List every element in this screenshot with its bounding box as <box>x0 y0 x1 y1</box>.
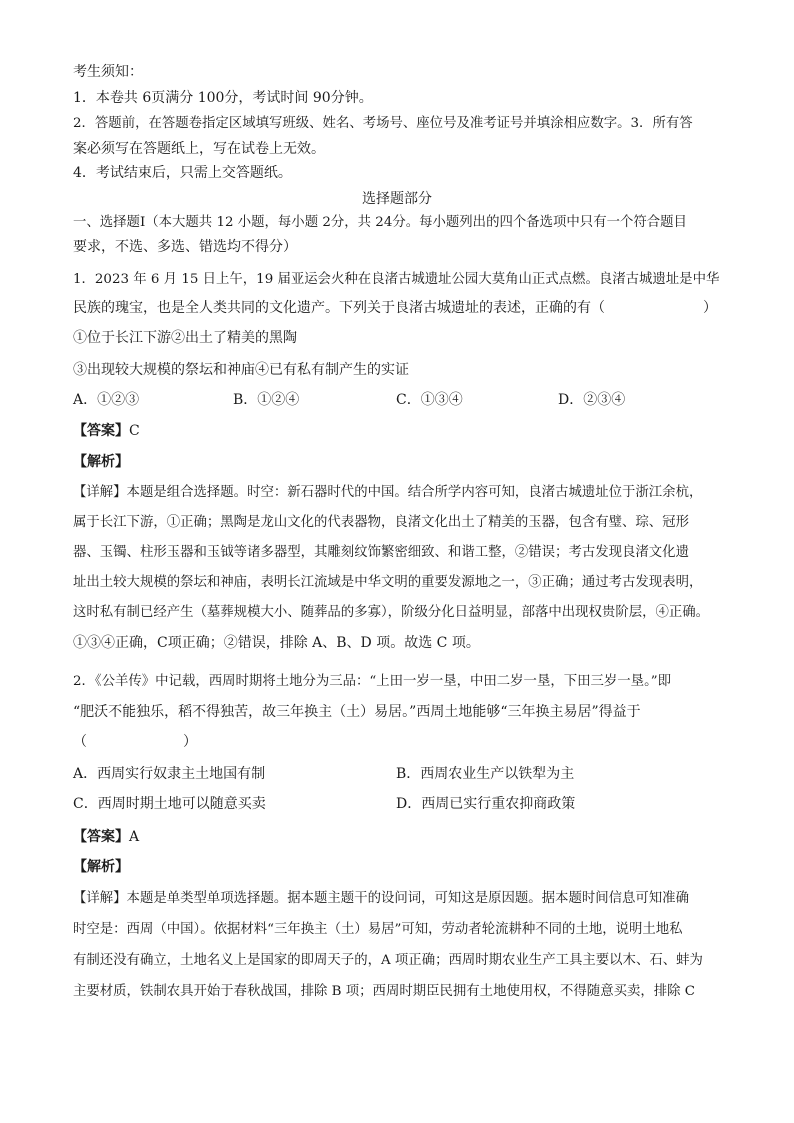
q1-analysis-label: 【解析】 <box>73 454 129 470</box>
q2-stem-line-2: “肥沃不能独乐，稻不得独苦，故三年换主（土）易居。”西周土地能够“三年换主易居”得益于 <box>73 704 641 720</box>
q2-detail-line-3: 有制还没有确立，土地名义上是国家的即周天子的，A 项正确；西周时期农业生产工具主要以木、石、蚌为 <box>73 953 703 968</box>
notice-item-2-line-1: 2．答题前，在答题卷指定区域填写班级、姓名、考场号、座位号及准考证号并填涂相应数字。3．所有答 <box>73 116 693 131</box>
q2-detail-line-2: 时空是：西周（中国）。依据材料“三年换主（土）易居”可知，劳动者轮流耕种不同的土地，说明土地私 <box>73 922 683 937</box>
q2-option-b: B．西周农业生产以铁犁为主 <box>396 766 575 782</box>
q2-stem-open-paren: （ <box>73 734 87 750</box>
section-heading-line-2: 要求，不选、多选、错选均不得分） <box>73 239 297 255</box>
q2-answer-label: 【答案】 <box>73 829 129 845</box>
section-title: 选择题部分 <box>362 191 432 207</box>
q2-analysis-label: 【解析】 <box>73 859 129 875</box>
q1-stem-close-paren: ） <box>703 300 717 316</box>
q2-stem-close-paren: ） <box>183 734 197 750</box>
q1-option-a: A．①②③ <box>73 392 140 408</box>
q1-detail-line-3: 器、玉镯、柱形玉器和玉钺等诸多器型，其雕刻纹饰繁密细致、和谐工整，②错误；考古发现良渚文化遗 <box>73 545 689 560</box>
q2-detail-line-4: 主要材质，铁制农具开始于春秋战国，排除 B 项；西周时期臣民拥有土地使用权，不得随意买卖，排除 C <box>73 984 696 999</box>
q2-option-d: D．西周已实行重农抑商政策 <box>396 796 576 812</box>
q1-option-d: D．②③④ <box>558 392 626 408</box>
notice-item-1: 1．本卷共 6页满分 100分，考试时间 90分钟。 <box>73 90 373 106</box>
q2-answer-value: A <box>129 829 140 845</box>
notice-item-4: 4．考试结束后，只需上交答题纸。 <box>73 165 292 181</box>
q2-option-a: A．西周实行奴隶主土地国有制 <box>73 766 266 782</box>
q1-stem-line-1: 1．2023 年 6 月 15 日上午，19 届亚运会火种在良渚古城遗址公园大莫角山正式点燃。良渚古城遗址是中华 <box>73 272 720 287</box>
q1-detail-line-6: ①③④正确，C项正确；②错误，排除 A、B、D 项。故选 C 项。 <box>73 635 480 651</box>
q1-detail-line-2: 属于长江下游，①正确；黑陶是龙山文化的代表器物，良渚文化出土了精美的玉器，包含有璧、琮、冠形 <box>73 515 689 530</box>
q1-option-b: B．①②④ <box>233 392 300 408</box>
section-heading-line-1: 一、选择题Ⅰ（本大题共 12 小题，每小题 2分，共 24分。每小题列出的四个备选项中只有一个符合题目 <box>73 215 687 230</box>
notice-item-2-line-2: 案必须写在答题纸上，写在试卷上无效。 <box>73 141 325 157</box>
q1-detail-line-5: 这时私有制已经产生（墓葬规模大小、随葬品的多寡），阶级分化日益明显，部落中出现权贵阶层，④正确。 <box>73 605 710 620</box>
q2-option-c: C．西周时期土地可以随意买卖 <box>73 796 266 812</box>
q1-statements-line-1: ①位于长江下游②出土了精美的黑陶 <box>73 330 297 346</box>
q2-answer <box>73 827 139 847</box>
notice-title: 考生须知： <box>73 64 143 80</box>
q1-answer <box>73 421 140 441</box>
q1-answer-label: 【答案】 <box>73 423 129 439</box>
q2-detail-line-1: 【详解】本题是单类型单项选择题。据本题主题干的设问词，可知这是原因题。据本题时间信息可知准确 <box>73 891 689 906</box>
q1-statements-line-2: ③出现较大规模的祭坛和神庙④已有私有制产生的实证 <box>73 362 409 378</box>
q1-option-c: C．①③④ <box>396 392 463 408</box>
q1-detail-line-4: 址出土较大规模的祭坛和神庙，表明长江流域是中华文明的重要发源地之一，③正确；通过考古发现表明， <box>73 575 703 590</box>
q2-stem-line-1: 2．《公羊传》中记载，西周时期将土地分为三品：“上田一岁一垦，中田二岁一垦，下田三岁一垦。”即 <box>73 674 671 689</box>
q1-stem-line-2: 民族的瑰宝，也是全人类共同的文化遗产。下列关于良渚古城遗址的表述，正确的有（ <box>73 300 605 316</box>
q1-answer-value: C <box>129 423 140 439</box>
q1-detail-line-1: 【详解】本题是组合选择题。时空：新石器时代的中国。结合所学内容可知，良渚古城遗址位于浙江余杭， <box>73 485 703 500</box>
